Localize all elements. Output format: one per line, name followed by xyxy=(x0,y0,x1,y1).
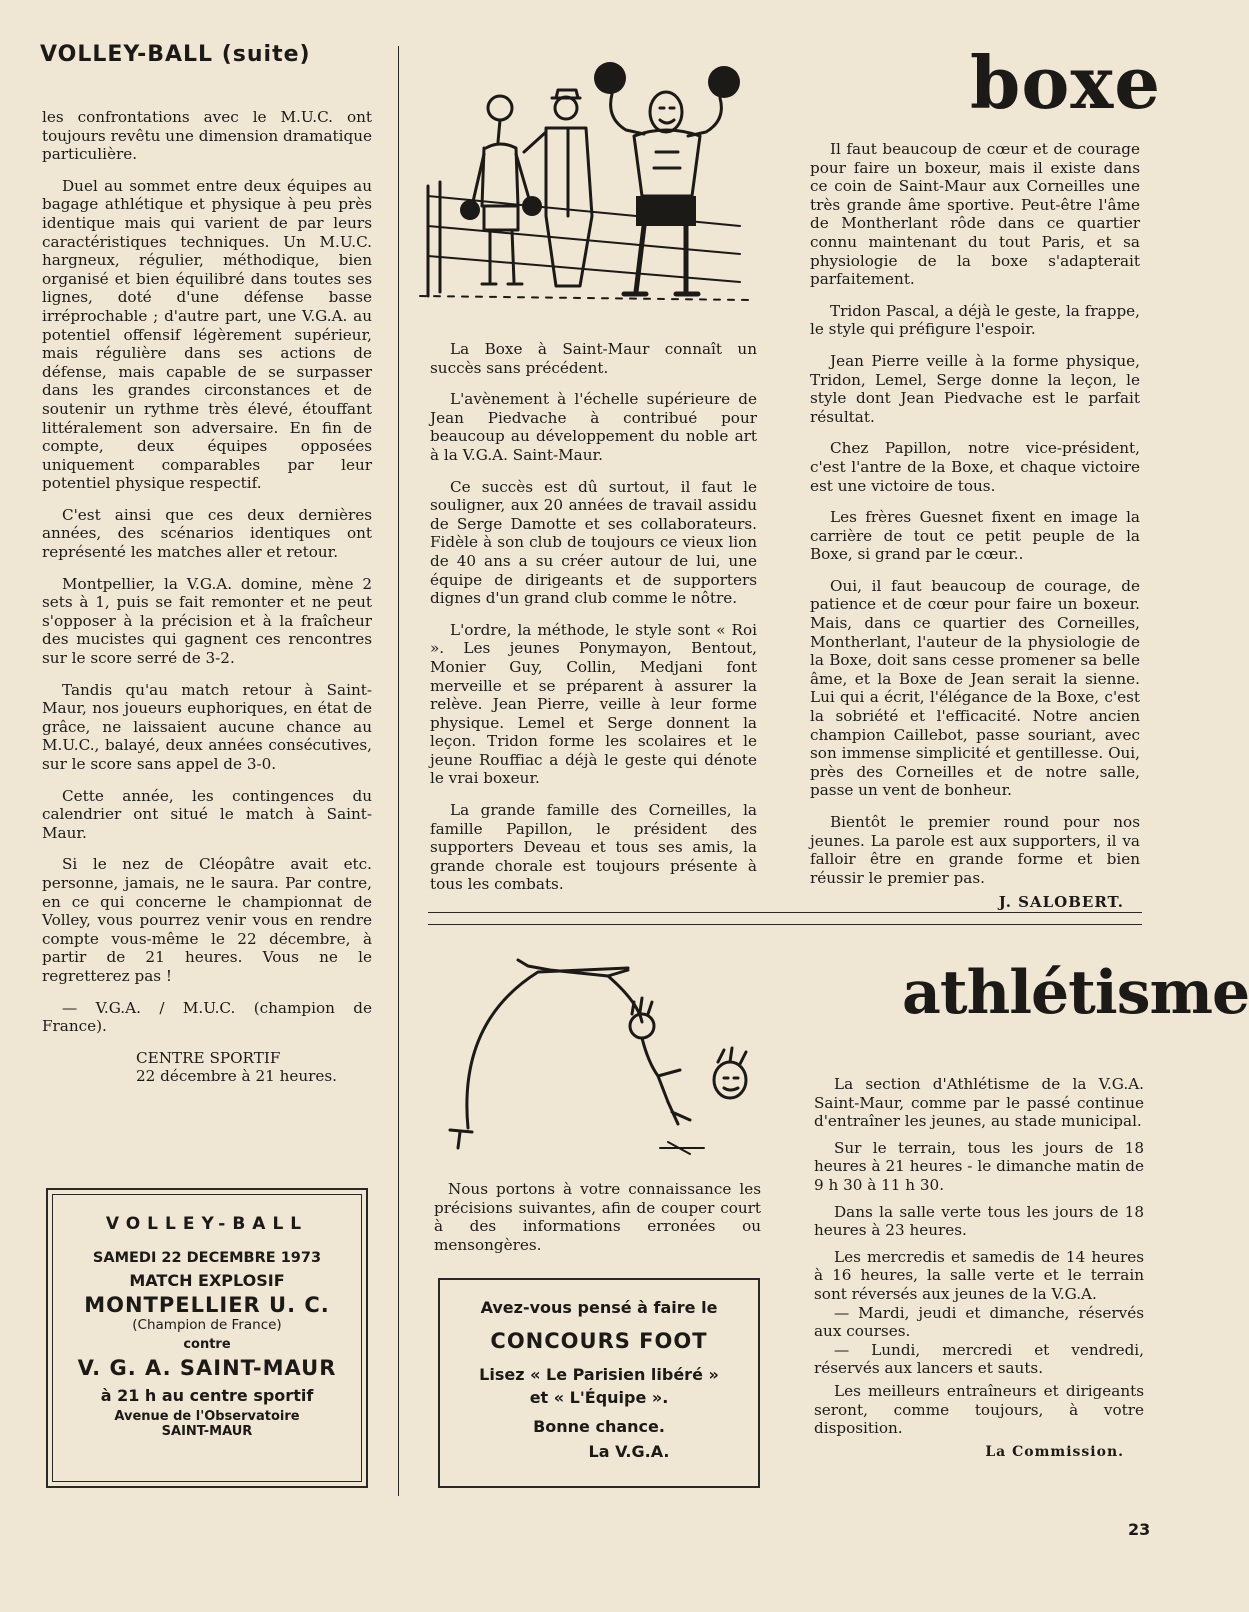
box-team2: V. G. A. SAINT-MAUR xyxy=(77,1356,337,1380)
athletisme-intro xyxy=(434,1180,761,1267)
concours-line-6: La V.G.A. xyxy=(588,1442,670,1461)
athletisme-paragraph: — Mardi, jeudi et dimanche, réservés aux courses. xyxy=(814,1303,1144,1341)
boxe-right-column xyxy=(810,140,1140,911)
volley-paragraph: — V.G.A. / M.U.C. (champion de France). xyxy=(42,998,372,1036)
box-date: SAMEDI 22 DECEMBRE 1973 xyxy=(92,1250,322,1266)
box-address-2: SAINT-MAUR xyxy=(161,1424,253,1439)
box-time: à 21 h au centre sportif xyxy=(100,1386,314,1405)
athletisme-paragraph: Les mercredis et samedis de 14 heures à 16 heures, la salle verte et le terrain sont réversés aux jeunes de la V.G.A. xyxy=(814,1247,1144,1303)
section-divider-bottom xyxy=(428,924,1142,925)
boxe-paragraph: Ce succès est dû surtout, il faut le souligner, aux 20 années de travail assidu de Serge Damotte et ses collaborateurs. Fidèle à son club de toujours ce vieux lion de 40 ans a su créer autour de lui, une équipe de dirigeants et de supporters dignes d'un grand club comme le nôtre. xyxy=(430,477,757,608)
volley-announcement-box xyxy=(46,1188,368,1488)
box-match: MATCH EXPLOSIF xyxy=(129,1271,285,1290)
volley-paragraph: Cette année, les contingences du calendrier ont situé le match à Saint-Maur. xyxy=(42,786,372,842)
centre-line-2: 22 décembre à 21 heures. xyxy=(136,1067,338,1086)
concours-line-1: Avez-vous pensé à faire le xyxy=(480,1298,718,1317)
athletisme-paragraph: Sur le terrain, tous les jours de 18 heures à 21 heures - le dimanche matin de 9 h 30 à 11 h 30. xyxy=(814,1138,1144,1194)
box-title: VOLLEY-BALL xyxy=(105,1214,309,1234)
page-number: 23 xyxy=(1128,1520,1151,1539)
box-team1: MONTPELLIER U. C. xyxy=(84,1293,330,1317)
boxe-paragraph: Chez Papillon, notre vice-président, c'est l'antre de la Boxe, et chaque victoire est une victoire de tous. xyxy=(810,439,1140,495)
boxe-left-column xyxy=(430,340,757,907)
volley-paragraph: Si le nez de Cléopâtre avait etc. personne, jamais, ne le saura. Par contre, en ce qui concerne le championnat de Volley, vous pourrez venir vous en rendre compte vous-même le 22 décembre, à partir de 21 heures. Vous ne le regretterez pas ! xyxy=(42,855,372,985)
volley-article xyxy=(42,108,372,1086)
boxe-paragraph: Tridon Pascal, a déjà le geste, la frappe, le style qui préfigure l'espoir. xyxy=(810,301,1140,339)
volley-paragraph: C'est ainsi que ces deux dernières années, des scénarios identiques ont représenté les matches aller et retour. xyxy=(42,505,372,562)
boxing-cartoon-illustration xyxy=(420,56,750,316)
box-team1-note: (Champion de France) xyxy=(132,1317,282,1333)
athletisme-signature: La Commission. xyxy=(985,1443,1124,1460)
volley-paragraph: Tandis qu'au match retour à Saint-Maur, nos joueurs euphoriques, en état de grâce, ne laissaient aucune chance au M.U.C., balayé, deux années consécutives, sur le score sans appel de 3-0. xyxy=(42,680,372,773)
boxe-title: boxe xyxy=(970,40,1162,125)
volley-paragraph: les confrontations avec le M.U.C. ont toujours revêtu une dimension dramatique particulière. xyxy=(42,108,372,164)
box-versus: contre xyxy=(183,1337,231,1352)
boxe-paragraph: Il faut beaucoup de cœur et de courage pour faire un boxeur, mais il existe dans ce coin de Saint-Maur aux Corneilles une très grande âme sportive. Peut-être l'âme de Montherlant rôde dans ce quartier connu maintenant du tout Paris, et sa physiologie de la boxe s'adapterait parfaitement. xyxy=(810,140,1140,289)
centre-sportif-note xyxy=(42,1049,372,1086)
boxe-signature: J. SALOBERT. xyxy=(998,893,1124,912)
boxe-paragraph: La Boxe à Saint-Maur connaît un succès sans précédent. xyxy=(430,340,757,377)
pole-vault-illustration xyxy=(428,952,768,1162)
boxe-paragraph: La grande famille des Corneilles, la famille Papillon, le président des supporters Deveau et tous ses amis, la grande chorale est toujours présente à tous les combats. xyxy=(430,801,757,894)
concours-line-5: Bonne chance. xyxy=(533,1417,665,1436)
column-divider xyxy=(398,46,399,1496)
boxe-paragraph: Bientôt le premier round pour nos jeunes. La parole est aux supporters, il va falloir être en grande forme et bien réussir le premier pas. xyxy=(810,813,1140,887)
athletisme-paragraph: La section d'Athlétisme de la V.G.A. Saint-Maur, comme par le passé continue d'entraîner les jeunes, au stade municipal. xyxy=(814,1075,1144,1131)
boxe-paragraph: Les frères Guesnet fixent en image la carrière de tout ce petit peuple de la Boxe, si grand par le cœur.. xyxy=(810,508,1140,564)
athletisme-paragraph: Les meilleurs entraîneurs et dirigeants seront, comme toujours, à votre disposition. xyxy=(814,1381,1144,1438)
concours-line-3: Lisez « Le Parisien libéré » xyxy=(479,1365,719,1384)
athletisme-intro-text: Nous portons à votre connaissance les précisions suivantes, afin de couper court à des informations erronées ou mensongères. xyxy=(434,1180,761,1254)
volley-paragraph: Duel au sommet entre deux équipes au bagage athlétique et physique à peu près identique mais qui varient de par leurs caractéristiques techniques. Un M.U.C. hargneux, régulier, méthodique, bien organisé et bien équilibré dans toutes ses lignes, doté d'une défense basse irréprochable ; d'autre part, une V.G.A. au potentiel offensif légèrement supérieur, mais régulière dans ses actions de défense, mais capable de se surpasser dans les grandes circonstances et de soutenir un rythme très élevé, étouffant littéralement son adversaire. En fin de compte, deux équipes opposées uniquement comparables par leur potentiel physique respectif. xyxy=(42,176,372,493)
section-divider-top xyxy=(428,912,1142,913)
box-address-1: Avenue de l'Observatoire xyxy=(114,1409,300,1424)
volley-paragraph: Montpellier, la V.G.A. domine, mène 2 sets à 1, puis se fait remonter et ne peut s'opposer à la précision et à la fraîcheur des mucistes qui gagnent ces rencontres sur le score serré de 3-2. xyxy=(42,574,372,668)
athletisme-paragraph: Dans la salle verte tous les jours de 18 heures à 23 heures. xyxy=(814,1202,1144,1240)
centre-line-1: CENTRE SPORTIF xyxy=(136,1048,281,1067)
concours-foot-box xyxy=(438,1278,760,1488)
volley-heading: VOLLEY-BALL (suite) xyxy=(40,42,311,67)
boxe-paragraph: Oui, il faut beaucoup de courage, de patience et de cœur pour faire un boxeur. Mais, dans ce quartier des Corneilles, Montherlant, l'auteur de la physiologie de la Boxe, doit sans cesse promener sa belle âme, et la Boxe de Jean serait la sienne. Lui qui a écrit, l'élégance de la Boxe, c'est la sobriété et l'efficacité. Notre ancien champion Caillebot, passe souriant, avec son immense simplicité et gentillesse. Oui, près des Corneilles et de notre salle, passe un vent de bonheur. xyxy=(810,576,1140,800)
concours-line-2: CONCOURS FOOT xyxy=(490,1329,708,1353)
boxe-paragraph: Jean Pierre veille à la forme physique, Tridon, Lemel, Serge donne la leçon, le style dont Jean Piedvache est le parfait résultat. xyxy=(810,351,1140,426)
athletisme-paragraph: — Lundi, mercredi et vendredi, réservés aux lancers et sauts. xyxy=(814,1340,1144,1378)
athletisme-title: athlétisme xyxy=(902,958,1249,1028)
boxe-paragraph: L'ordre, la méthode, le style sont « Roi ». Les jeunes Ponymayon, Bentout, Monier Guy, Collin, Medjani font merveille et se préparent à assurer la relève. Jean Pierre, veille à leur forme physique. Lemel et Serge donnent la leçon. Tridon forme les scolaires et le jeune Rouffiac a déjà le geste qui dénote le vrai boxeur. xyxy=(430,620,757,788)
athletisme-article xyxy=(814,1075,1144,1460)
concours-line-4: et « L'Équipe ». xyxy=(529,1388,669,1407)
boxe-paragraph: L'avènement à l'échelle supérieure de Jean Piedvache à contribué pour beaucoup au développement du noble art à la V.G.A. Saint-Maur. xyxy=(430,390,757,464)
